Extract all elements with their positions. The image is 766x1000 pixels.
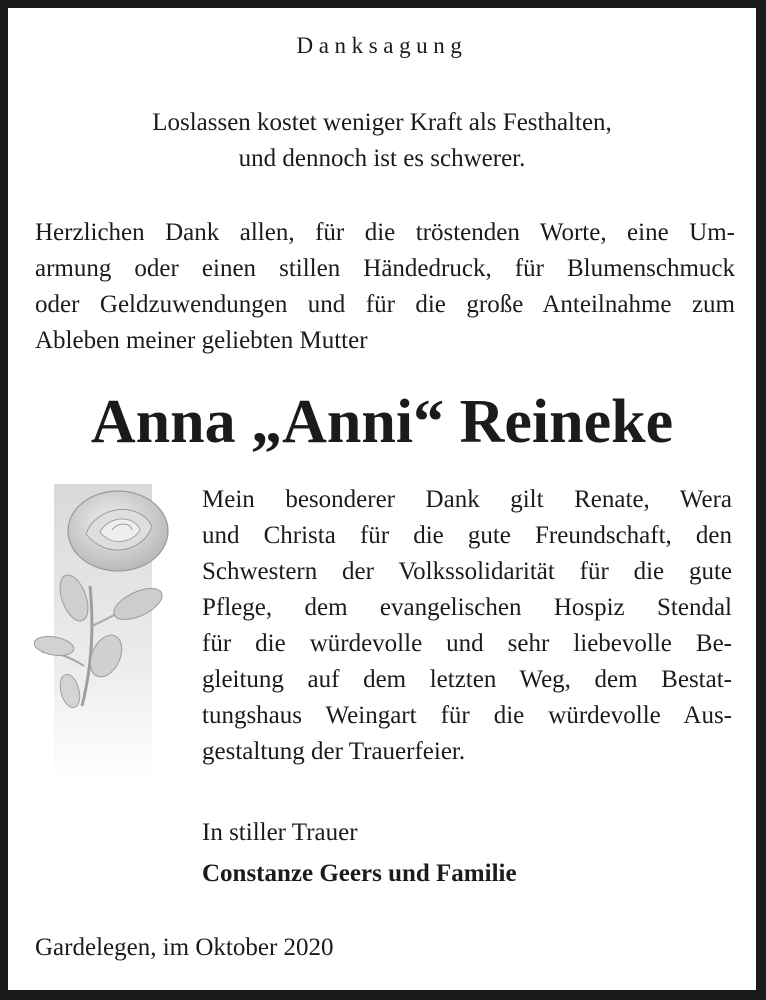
- rose-illustration: [34, 476, 184, 788]
- special-thanks-line: Mein besonderer Dank gilt Renate, Wera: [202, 486, 732, 513]
- special-thanks-line: für die würdevolle und sehr liebevolle Be-: [202, 630, 732, 657]
- special-thanks-line: tungshaus Weingart für die würdevolle Aus-: [202, 702, 732, 729]
- thanks-paragraph: [35, 215, 735, 359]
- thanks-line: oder Geldzuwendungen und für die große Anteilnahme zum: [35, 291, 735, 318]
- place-date: Gardelegen, im Oktober 2020: [35, 934, 334, 961]
- special-thanks-paragraph: [202, 482, 732, 770]
- special-thanks-line: Schwestern der Volkssolidarität für die gute: [202, 558, 732, 585]
- special-thanks-line: und Christa für die gute Freundschaft, den: [202, 522, 732, 549]
- mourning-label: In stiller Trauer: [202, 819, 358, 846]
- thanks-line: Ableben meiner geliebten Mutter: [35, 327, 368, 354]
- notice-title: Danksagung: [296, 33, 468, 58]
- deceased-name: Anna „Anni“ Reineke: [90, 388, 674, 456]
- family-signature: Constanze Geers und Familie: [202, 860, 517, 887]
- special-thanks-line: Pflege, dem evangelischen Hospiz Stendal: [202, 594, 732, 621]
- thanks-line: Herzlichen Dank allen, für die tröstenden Worte, eine Um-: [35, 219, 735, 246]
- thanks-line: armung oder einen stillen Händedruck, für Blumenschmuck: [35, 255, 735, 282]
- obituary-notice: [8, 8, 756, 990]
- special-thanks-line: gestaltung der Trauerfeier.: [202, 738, 466, 765]
- quote-block: [8, 105, 756, 177]
- special-thanks-line: gleitung auf dem letzten Weg, dem Bestat-: [202, 666, 732, 693]
- quote-line: Loslassen kostet weniger Kraft als Festhalten,: [152, 109, 612, 136]
- quote-line: und dennoch ist es schwerer.: [238, 145, 526, 172]
